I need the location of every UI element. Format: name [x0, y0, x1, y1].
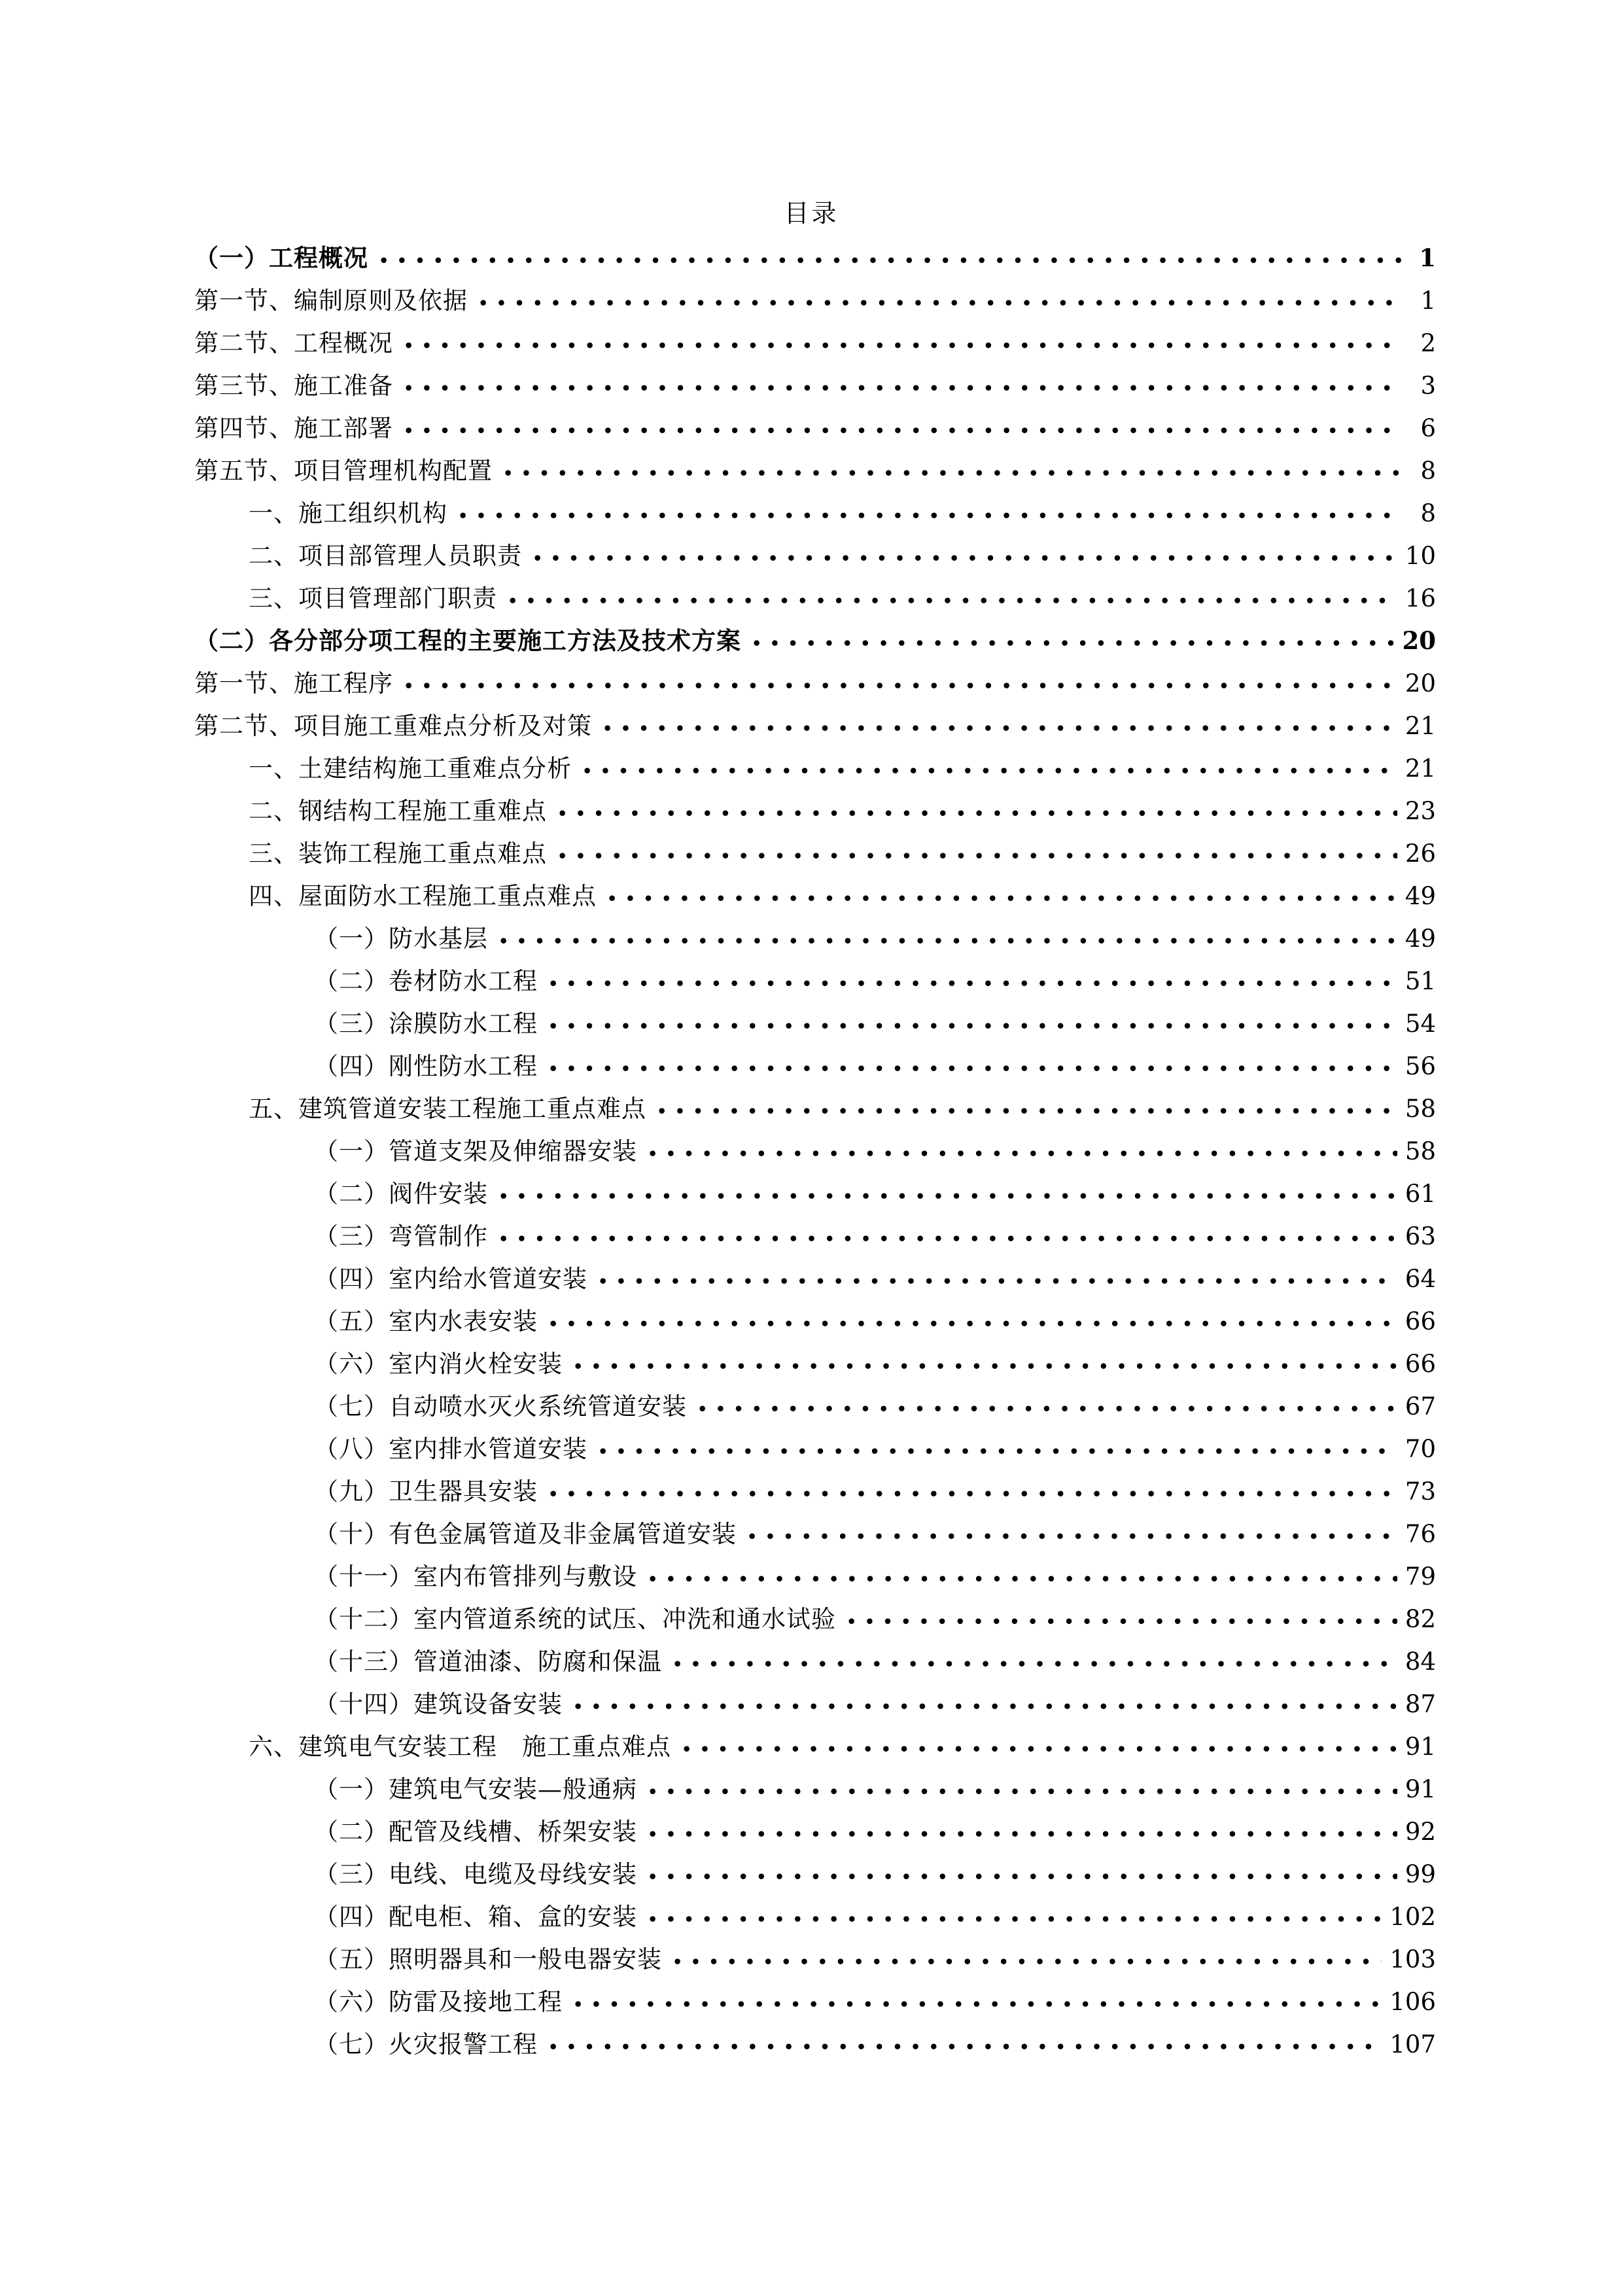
- toc-entry-label: （三）涂膜防水工程: [314, 1010, 538, 1038]
- toc-entry[interactable]: [194, 875, 1436, 917]
- toc-entry-label: （十）有色金属管道及非金属管道安装: [314, 1520, 737, 1548]
- toc-dot-leader: [598, 1258, 1397, 1303]
- toc-list: [194, 237, 1436, 2066]
- toc-entry-label: （十二）室内管道系统的试压、冲洗和通水试验: [314, 1605, 836, 1633]
- toc-entry[interactable]: [194, 1853, 1436, 1896]
- toc-dot-leader: [498, 1215, 1397, 1260]
- toc-entry-label: 第四节、施工部署: [194, 414, 393, 442]
- toc-entry[interactable]: [194, 620, 1436, 662]
- toc-entry-page-number: 84: [1405, 1648, 1436, 1676]
- toc-entry[interactable]: [194, 1683, 1436, 1725]
- toc-entry[interactable]: [194, 364, 1436, 407]
- toc-entry-page-number: 49: [1405, 882, 1436, 910]
- toc-entry-label: （一）防水基层: [314, 925, 488, 953]
- toc-entry[interactable]: [194, 279, 1436, 322]
- toc-entry-label: 二、项目部管理人员职责: [249, 542, 522, 570]
- toc-entry-label: （四）刚性防水工程: [314, 1052, 538, 1080]
- toc-dot-leader: [548, 1300, 1397, 1345]
- toc-dot-leader: [404, 407, 1402, 452]
- toc-entry-label: 二、钢结构工程施工重难点: [249, 797, 547, 825]
- toc-entry-label: （四）室内给水管道安装: [314, 1265, 587, 1293]
- toc-entry-label: 第二节、项目施工重难点分析及对策: [194, 712, 592, 740]
- toc-entry-page-number: 21: [1405, 754, 1436, 783]
- toc-entry-label: 第一节、施工程序: [194, 669, 393, 698]
- toc-entry-label: （二）阀件安装: [314, 1180, 488, 1208]
- toc-entry-page-number: 58: [1405, 1137, 1436, 1165]
- toc-dot-leader: [379, 237, 1402, 282]
- toc-dot-leader: [672, 1640, 1397, 1686]
- toc-entry-label: 第五节、项目管理机构配置: [194, 457, 493, 485]
- toc-entry-label: （一）建筑电气安装—般通病: [314, 1775, 637, 1803]
- toc-entry-label: （五）室内水表安装: [314, 1307, 538, 1335]
- toc-dot-leader: [602, 705, 1397, 750]
- toc-entry[interactable]: [194, 1215, 1436, 1258]
- toc-entry[interactable]: [194, 1555, 1436, 1598]
- toc-dot-leader: [573, 1683, 1397, 1728]
- toc-entry-label: 三、项目管理部门职责: [249, 584, 497, 612]
- toc-dot-leader: [458, 492, 1402, 537]
- toc-dot-leader: [478, 279, 1402, 325]
- toc-entry-label: （九）卫生器具安装: [314, 1477, 538, 1506]
- toc-dot-leader: [752, 620, 1395, 665]
- toc-dot-leader: [498, 1173, 1397, 1218]
- toc-dot-leader: [607, 875, 1397, 920]
- toc-entry-page-number: 73: [1405, 1477, 1436, 1506]
- toc-entry[interactable]: [194, 1385, 1436, 1428]
- toc-entry-page-number: 8: [1420, 457, 1436, 485]
- toc-entry-page-number: 20: [1402, 626, 1436, 655]
- toc-entry-page-number: 102: [1389, 1903, 1436, 1931]
- toc-dot-leader: [548, 1470, 1397, 1515]
- toc-entry[interactable]: [194, 1087, 1436, 1130]
- toc-dot-leader: [404, 364, 1402, 410]
- toc-entry-page-number: 58: [1405, 1095, 1436, 1123]
- toc-entry-label: （十一）室内布管排列与敷设: [314, 1563, 637, 1591]
- toc-dot-leader: [548, 1002, 1397, 1048]
- toc-entry-page-number: 49: [1405, 925, 1436, 953]
- toc-entry[interactable]: [194, 535, 1436, 577]
- toc-dot-leader: [648, 1853, 1397, 1898]
- toc-entry-page-number: 8: [1420, 499, 1436, 527]
- toc-entry[interactable]: [194, 1045, 1436, 1087]
- toc-entry[interactable]: [194, 1810, 1436, 1853]
- toc-dot-leader: [573, 1343, 1397, 1388]
- toc-entry[interactable]: [194, 1513, 1436, 1555]
- toc-entry-label: （一）管道支架及伸缩器安装: [314, 1137, 637, 1165]
- toc-entry-label: （三）电线、电缆及母线安装: [314, 1860, 637, 1888]
- toc-entry-label: 第三节、施工准备: [194, 372, 393, 400]
- toc-entry-label: （一）工程概况: [194, 243, 368, 272]
- toc-entry-label: （二）卷材防水工程: [314, 967, 538, 995]
- toc-entry-label: 六、建筑电气安装工程 施工重点难点: [249, 1733, 671, 1761]
- toc-entry-page-number: 107: [1389, 2030, 1436, 2058]
- toc-entry[interactable]: [194, 2023, 1436, 2066]
- toc-entry-page-number: 20: [1405, 669, 1436, 698]
- toc-entry-page-number: 66: [1405, 1350, 1436, 1378]
- toc-entry[interactable]: [194, 1640, 1436, 1683]
- toc-entry-page-number: 91: [1405, 1733, 1436, 1761]
- toc-entry-page-number: 63: [1405, 1222, 1436, 1250]
- toc-dot-leader: [747, 1513, 1397, 1558]
- toc-entry-page-number: 79: [1405, 1563, 1436, 1591]
- toc-entry-label: （六）防雷及接地工程: [314, 1988, 563, 2016]
- toc-dot-leader: [503, 450, 1402, 495]
- toc-entry[interactable]: [194, 1768, 1436, 1810]
- toc-entry[interactable]: [194, 450, 1436, 492]
- toc-entry-page-number: 92: [1405, 1818, 1436, 1846]
- toc-entry-label: （十三）管道油漆、防腐和保温: [314, 1648, 662, 1676]
- toc-entry[interactable]: [194, 1300, 1436, 1343]
- toc-entry-page-number: 76: [1405, 1520, 1436, 1548]
- toc-entry-page-number: 106: [1389, 1988, 1436, 2016]
- toc-entry[interactable]: [194, 1258, 1436, 1300]
- toc-dot-leader: [532, 535, 1397, 580]
- toc-entry-label: 五、建筑管道安装工程施工重点难点: [249, 1095, 646, 1123]
- toc-entry[interactable]: [194, 1173, 1436, 1215]
- toc-entry[interactable]: [194, 790, 1436, 832]
- toc-entry-page-number: 66: [1405, 1307, 1436, 1335]
- toc-entry-label: （四）配电柜、箱、盒的安装: [314, 1903, 637, 1931]
- toc-entry[interactable]: [194, 322, 1436, 364]
- toc-entry[interactable]: [194, 1598, 1436, 1640]
- toc-dot-leader: [657, 1087, 1397, 1133]
- toc-entry-page-number: 3: [1420, 372, 1436, 400]
- toc-entry[interactable]: [194, 917, 1436, 960]
- toc-entry-page-number: 91: [1405, 1775, 1436, 1803]
- toc-entry-label: 第二节、工程概况: [194, 329, 393, 357]
- toc-entry[interactable]: [194, 1938, 1436, 1981]
- toc-entry-page-number: 82: [1405, 1605, 1436, 1633]
- toc-entry[interactable]: [194, 1981, 1436, 2023]
- toc-entry-page-number: 87: [1405, 1690, 1436, 1718]
- toc-dot-leader: [548, 2023, 1382, 2068]
- toc-entry[interactable]: [194, 1470, 1436, 1513]
- toc-entry[interactable]: [194, 1343, 1436, 1385]
- toc-dot-leader: [557, 832, 1397, 877]
- toc-dot-leader: [498, 917, 1397, 963]
- toc-dot-leader: [582, 747, 1397, 792]
- toc-dot-leader: [697, 1385, 1397, 1430]
- toc-entry-label: （八）室内排水管道安装: [314, 1435, 587, 1463]
- toc-entry[interactable]: [194, 832, 1436, 875]
- toc-entry[interactable]: [194, 662, 1436, 705]
- toc-entry-label: （六）室内消火栓安装: [314, 1350, 563, 1378]
- toc-entry-label: 一、施工组织机构: [249, 499, 447, 527]
- toc-dot-leader: [598, 1428, 1397, 1473]
- toc-entry-label: 一、土建结构施工重难点分析: [249, 754, 572, 783]
- toc-entry-page-number: 67: [1405, 1392, 1436, 1421]
- toc-entry[interactable]: [194, 1896, 1436, 1938]
- toc-dot-leader: [404, 322, 1402, 367]
- toc-dot-leader: [557, 790, 1397, 835]
- toc-entry-page-number: 1: [1420, 287, 1436, 315]
- toc-entry[interactable]: [194, 492, 1436, 535]
- toc-dot-leader: [548, 960, 1397, 1005]
- toc-entry-label: 四、屋面防水工程施工重点难点: [249, 882, 597, 910]
- toc-entry[interactable]: [194, 960, 1436, 1002]
- toc-entry-page-number: 23: [1405, 797, 1436, 825]
- toc-entry-page-number: 2: [1420, 329, 1436, 357]
- toc-entry-label: （二）配管及线槽、桥架安装: [314, 1818, 637, 1846]
- toc-dot-leader: [648, 1768, 1397, 1813]
- toc-entry-page-number: 61: [1405, 1180, 1436, 1208]
- toc-entry-page-number: 10: [1405, 542, 1436, 570]
- toc-dot-leader: [573, 1981, 1382, 2026]
- toc-entry-page-number: 6: [1420, 414, 1436, 442]
- toc-dot-leader: [648, 1896, 1382, 1941]
- toc-entry[interactable]: [194, 1002, 1436, 1045]
- toc-entry-page-number: 64: [1405, 1265, 1436, 1293]
- toc-entry[interactable]: [194, 1725, 1436, 1768]
- toc-dot-leader: [404, 662, 1397, 707]
- toc-entry[interactable]: [194, 1130, 1436, 1173]
- toc-entry[interactable]: [194, 407, 1436, 450]
- toc-title: 目录: [784, 199, 839, 228]
- toc-dot-leader: [648, 1810, 1397, 1856]
- toc-entry-label: （七）自动喷水灭火系统管道安装: [314, 1392, 687, 1421]
- toc-dot-leader: [682, 1725, 1397, 1771]
- toc-entry[interactable]: [194, 705, 1436, 747]
- toc-entry-page-number: 103: [1389, 1945, 1436, 1973]
- toc-entry-page-number: 54: [1405, 1010, 1436, 1038]
- toc-entry-label: （五）照明器具和一般电器安装: [314, 1945, 662, 1973]
- toc-entry[interactable]: [194, 1428, 1436, 1470]
- toc-entry-page-number: 51: [1405, 967, 1436, 995]
- toc-entry-page-number: 16: [1405, 584, 1436, 612]
- toc-dot-leader: [648, 1130, 1397, 1175]
- toc-entry[interactable]: [194, 577, 1436, 620]
- toc-entry-label: （二）各分部分项工程的主要施工方法及技术方案: [194, 626, 741, 655]
- toc-entry-page-number: 70: [1405, 1435, 1436, 1463]
- toc-dot-leader: [548, 1045, 1397, 1090]
- toc-entry-label: 第一节、编制原则及依据: [194, 287, 468, 315]
- toc-entry[interactable]: [194, 237, 1436, 279]
- toc-dot-leader: [508, 577, 1397, 622]
- toc-entry-page-number: 1: [1419, 243, 1436, 272]
- toc-dot-leader: [846, 1598, 1397, 1643]
- toc-entry-page-number: 56: [1405, 1052, 1436, 1080]
- toc-entry-label: （三）弯管制作: [314, 1222, 488, 1250]
- toc-entry-page-number: 21: [1405, 712, 1436, 740]
- toc-dot-leader: [672, 1938, 1382, 1983]
- toc-entry-label: （七）火灾报警工程: [314, 2030, 538, 2058]
- toc-entry[interactable]: [194, 747, 1436, 790]
- toc-entry-page-number: 99: [1405, 1860, 1436, 1888]
- toc-dot-leader: [648, 1555, 1397, 1600]
- toc-entry-page-number: 26: [1405, 839, 1436, 868]
- toc-entry-label: 三、装饰工程施工重点难点: [249, 839, 547, 868]
- toc-entry-label: （十四）建筑设备安装: [314, 1690, 563, 1718]
